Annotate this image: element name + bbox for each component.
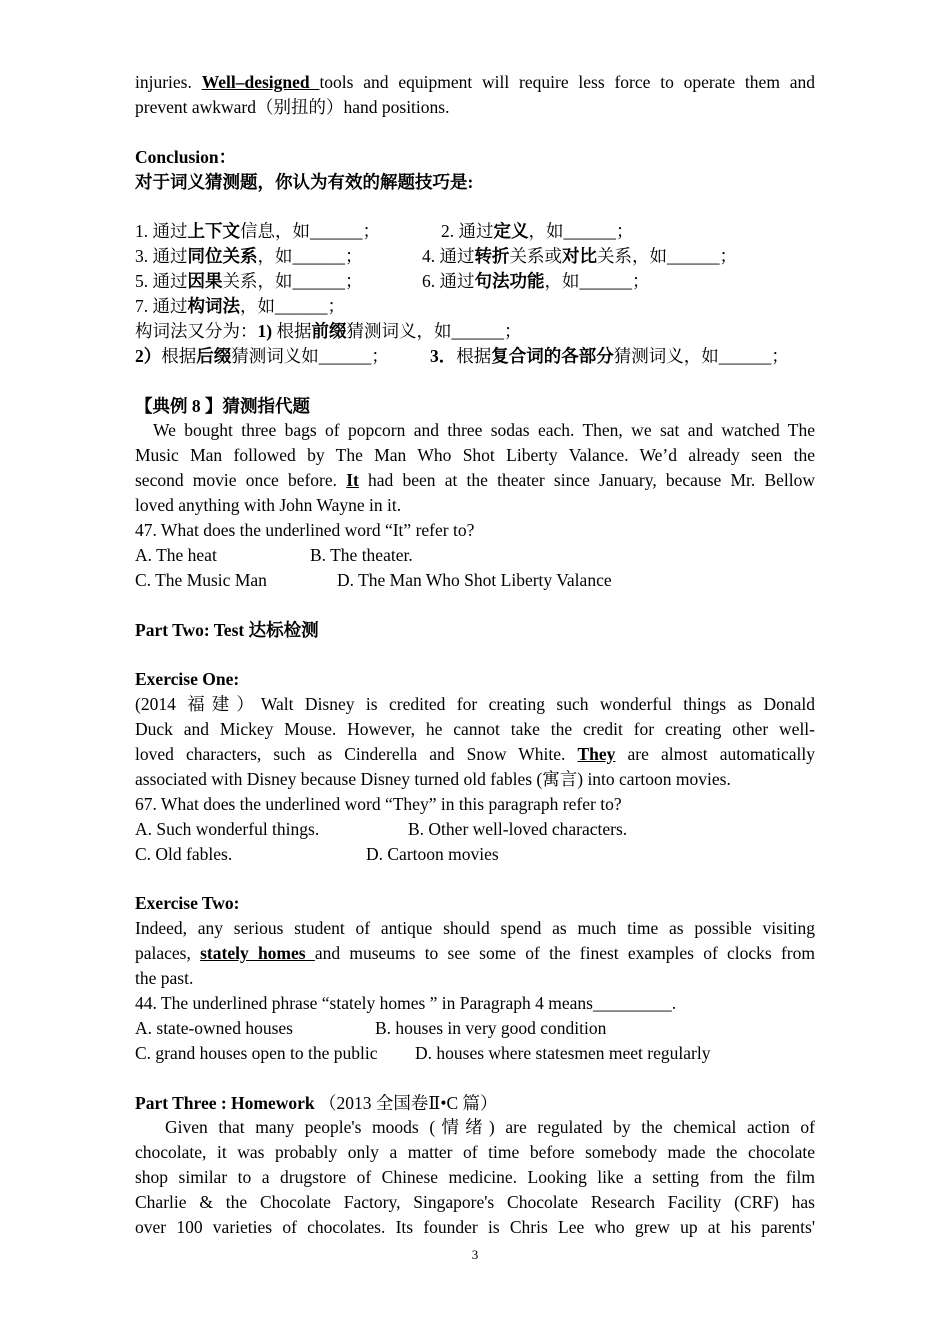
option-c: C. The Music Man	[135, 569, 267, 590]
text: injuries.	[135, 72, 202, 92]
homework-passage-line: chocolate, it was probably only a matter of time before somebody made the chocolate	[135, 1142, 815, 1163]
text: 6. 通过	[422, 271, 475, 292]
underlined-term: Well–designed	[201, 72, 320, 92]
option-b: B. Other well-loved characters.	[408, 818, 628, 839]
text: ，如______；	[240, 296, 345, 317]
exercise-two-heading: Exercise Two:	[135, 893, 240, 914]
question-44: 44. The underlined phrase “stately homes ” in Paragraph 4 means_________.	[135, 992, 677, 1013]
text: 根据	[161, 345, 197, 366]
homework-passage-line: shop similar to a drugstore of Chinese medicine. Looking like a setting from the film	[135, 1167, 815, 1188]
part-three-heading	[135, 1091, 815, 1116]
keyword: 定义	[493, 221, 529, 242]
conclusion-question: 对于词义猜测题，你认为有效的解题技巧是:	[135, 171, 474, 192]
text: had been at the theater since January, because Mr. Bellow	[358, 470, 816, 491]
document-body	[135, 70, 815, 1240]
text: palaces,	[135, 943, 201, 964]
tip-5	[135, 269, 422, 294]
text: 猜测词义，如______；	[613, 345, 789, 366]
example-8-passage-line: We bought three bags of popcorn and three sodas each. Then, we sat and watched The	[153, 420, 815, 441]
exercise-two-passage-line: the past.	[135, 968, 194, 989]
option-b: B. The theater.	[310, 544, 413, 565]
homework-passage-line: over 100 varieties of chocolates. Its founder is Chris Lee who grew up at his parents'	[135, 1216, 815, 1237]
text: ，如______；	[528, 221, 634, 242]
text: ，如______；	[257, 246, 363, 267]
example-8-passage-line: Music Man followed by The Man Who Shot Liberty Valance. We’d already seen the	[135, 445, 815, 466]
intro-line-1	[135, 70, 815, 95]
compound-tip	[430, 346, 789, 366]
option-a: A. The heat	[135, 544, 217, 565]
question-47: 47. What does the underlined word “It” refer to?	[135, 520, 475, 541]
options-row	[135, 842, 815, 867]
text: are almost automatically	[615, 744, 815, 765]
tip-row-2	[135, 244, 815, 269]
keyword: 因果	[187, 271, 223, 292]
exercise-two-passage-line: Indeed, any serious student of antique should spend as much time as possible visiting	[135, 918, 815, 939]
heading-text: Part Three : Homework	[135, 1092, 315, 1113]
text: 信息，如______；	[240, 221, 380, 242]
text: 根据	[272, 320, 312, 341]
tip-3	[135, 244, 422, 269]
keyword: 转折	[474, 246, 510, 267]
text: 关系，如______；	[222, 271, 363, 292]
tip-4	[422, 246, 737, 266]
keyword: 对比	[562, 246, 597, 267]
keyword: 复合词的各部分	[491, 345, 614, 366]
text: 猜测词义如______；	[231, 345, 389, 366]
text: 3. 通过	[135, 246, 188, 267]
keyword: 3．	[430, 345, 457, 366]
exercise-one-heading: Exercise One:	[135, 669, 240, 690]
option-d: D. houses where statesmen meet regularly	[415, 1042, 711, 1063]
conclusion-heading: Conclusion：	[135, 146, 237, 167]
text: 5. 通过	[135, 271, 188, 292]
tip-row-1	[135, 219, 815, 244]
option-a: A. Such wonderful things.	[135, 818, 320, 839]
keyword: 构词法	[187, 296, 240, 317]
example-8-passage-line	[135, 468, 815, 493]
keyword: 上下文	[187, 221, 240, 242]
keyword: 句法功能	[474, 271, 545, 292]
text: tools and equipment will require less force to operate them and	[319, 72, 815, 92]
part-two-heading: Part Two: Test 达标检测	[135, 619, 319, 640]
suffix-tip	[135, 344, 430, 369]
exercise-one-passage-line: associated with Disney because Disney turned old fables (寓言) into cartoon movies.	[135, 768, 731, 789]
underlined-phrase: stately homes	[200, 943, 315, 964]
keyword: 同位关系	[187, 246, 258, 267]
option-b: B. houses in very good condition	[375, 1017, 607, 1038]
underlined-word: They	[577, 744, 616, 765]
text: 2. 通过	[441, 221, 494, 242]
tip-6	[422, 271, 650, 291]
tip-row-3	[135, 269, 815, 294]
homework-passage-line: Charlie & the Chocolate Factory, Singapore's Chocolate Research Facility (CRF) has	[135, 1192, 815, 1213]
exercise-two-passage-line	[135, 941, 815, 966]
keyword: 2）	[135, 345, 162, 366]
text: 4. 通过	[422, 246, 475, 267]
keyword: 1)	[257, 320, 273, 341]
tip-7	[135, 294, 815, 319]
option-c: C. grand houses open to the public	[135, 1042, 378, 1063]
option-d: D. The Man Who Shot Liberty Valance	[337, 569, 612, 590]
option-c: C. Old fables.	[135, 843, 233, 864]
tip-2	[441, 221, 634, 241]
exercise-one-passage-line: Duck and Mickey Mouse. However, he cannot take the credit for creating other well-	[135, 719, 815, 740]
text: 1. 通过	[135, 221, 188, 242]
question-67: 67. What does the underlined word “They” in this paragraph refer to?	[135, 793, 622, 814]
options-row	[135, 1041, 815, 1066]
tip-1	[135, 219, 441, 244]
options-row	[135, 568, 815, 593]
word-formation-line-2	[135, 344, 815, 369]
intro-line-2: prevent awkward（别扭的）hand positions.	[135, 96, 450, 117]
text: loved characters, such as Cinderella and Snow White.	[135, 744, 578, 765]
homework-passage-line: Given that many people's moods (情绪) are regulated by the chemical action of	[165, 1117, 815, 1138]
text: 猜测词义，如______；	[346, 320, 522, 341]
underlined-word: It	[346, 470, 359, 491]
options-row	[135, 543, 815, 568]
text: 关系或	[509, 246, 562, 267]
option-d: D. Cartoon movies	[366, 843, 499, 864]
text: second movie once before.	[135, 470, 347, 491]
example-8-heading: 【典例 8 】猜测指代题	[135, 395, 310, 416]
text: 根据	[456, 345, 492, 366]
text: 关系，如______；	[597, 246, 737, 267]
source-note: （2013 全国卷Ⅱ•C 篇）	[314, 1092, 498, 1113]
text: and museums to see some of the finest examples of clocks from	[314, 943, 815, 964]
options-row	[135, 1016, 815, 1041]
word-formation-line	[135, 319, 815, 344]
text: 7. 通过	[135, 296, 188, 317]
option-a: A. state-owned houses	[135, 1017, 293, 1038]
exercise-one-passage-line: (2014 福建）Walt Disney is credited for creating such wonderful things as Donald	[135, 694, 815, 715]
keyword: 后缀	[196, 345, 232, 366]
page-number: 3	[471, 1247, 479, 1262]
example-8-passage-line: loved anything with John Wayne in it.	[135, 495, 402, 516]
keyword: 前缀	[311, 320, 347, 341]
text: 构词法又分为：	[135, 320, 258, 341]
text: ，如______；	[544, 271, 650, 292]
options-row	[135, 817, 815, 842]
exercise-one-passage-line	[135, 742, 815, 767]
